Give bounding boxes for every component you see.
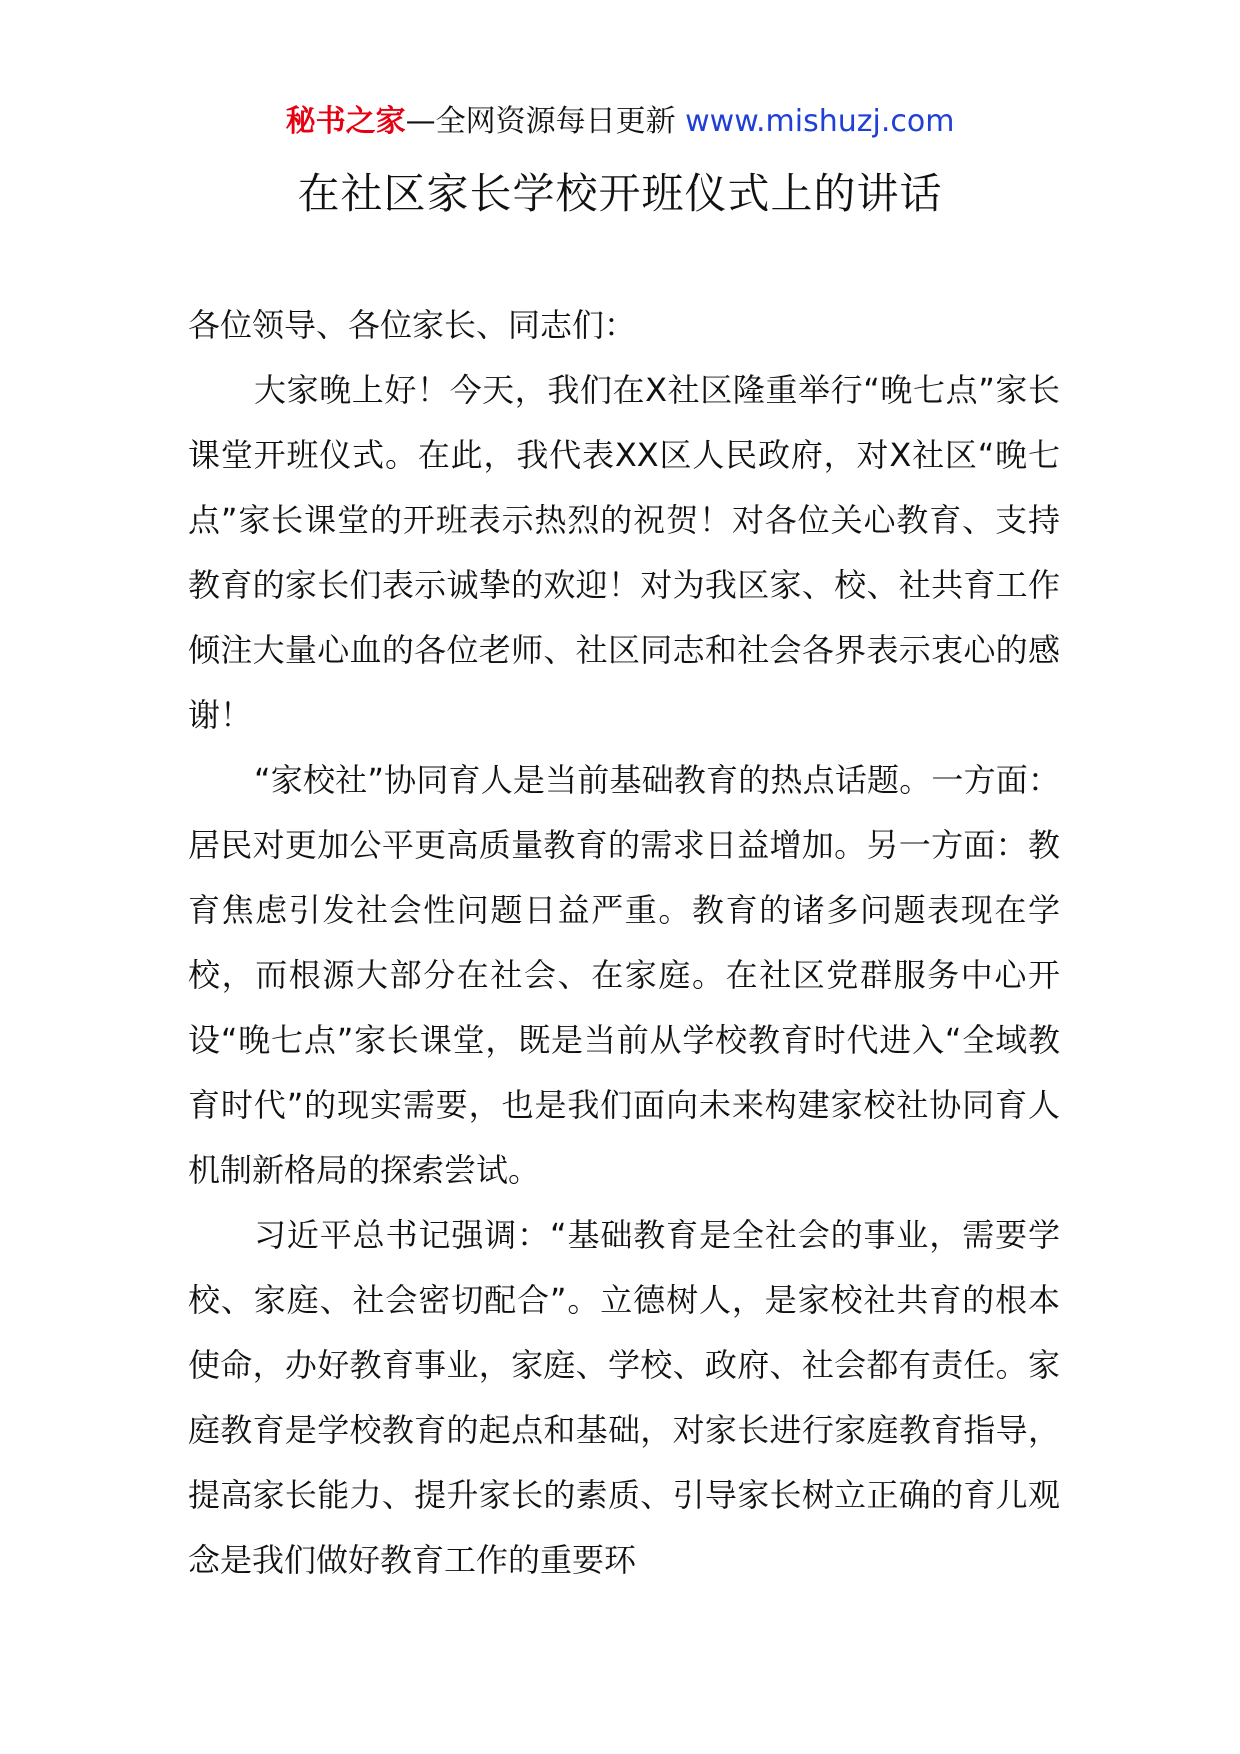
site-tagline: —全网资源每日更新 — [405, 104, 676, 139]
document-title: 在社区家长学校开班仪式上的讲话 — [297, 169, 943, 218]
salutation: 各位领导、各位家长、同志们： — [188, 306, 637, 344]
document-body — [188, 293, 1060, 1593]
paragraph-3: 习近平总书记强调：“基础教育是全社会的事业，需要学校、家庭、社会密切配合”。立德树人，是家校社共育的根本使命，办好教育事业，家庭、学校、政府、社会都有责任。家庭教育是学校教育的起点和基础，对家长进行家庭教育指导，提高家长能力、提升家长的素质、引导家长树立正确的育儿观念是我们做好教育工作的重要环 — [188, 1216, 1060, 1579]
site-url-link[interactable]: www.mishuzj.com — [685, 104, 955, 139]
paragraph-2: “家校社”协同育人是当前基础教育的热点话题。一方面：居民对更加公平更高质量教育的需求日益增加。另一方面：教育焦虑引发社会性问题日益严重。教育的诸多问题表现在学校，而根源大部分在社会、在家庭。在社区党群服务中心开设“晚七点”家长课堂，既是当前从学校教育时代进入“全域教育时代”的现实需要，也是我们面向未来构建家校社协同育人机制新格局的探索尝试。 — [188, 761, 1060, 1189]
site-header — [0, 100, 1240, 144]
site-brand: 秘书之家 — [285, 104, 406, 139]
paragraph-1: 大家晚上好！今天，我们在X社区隆重举行“晚七点”家长课堂开班仪式。在此，我代表XX区人民政府，对X社区“晚七点”家长课堂的开班表示热烈的祝贺！对各位关心教育、支持教育的家长们表示诚挚的欢迎！对为我区家、校、社共育工作倾注大量心血的各位老师、社区同志和社会各界表示衷心的感谢！ — [188, 371, 1060, 734]
